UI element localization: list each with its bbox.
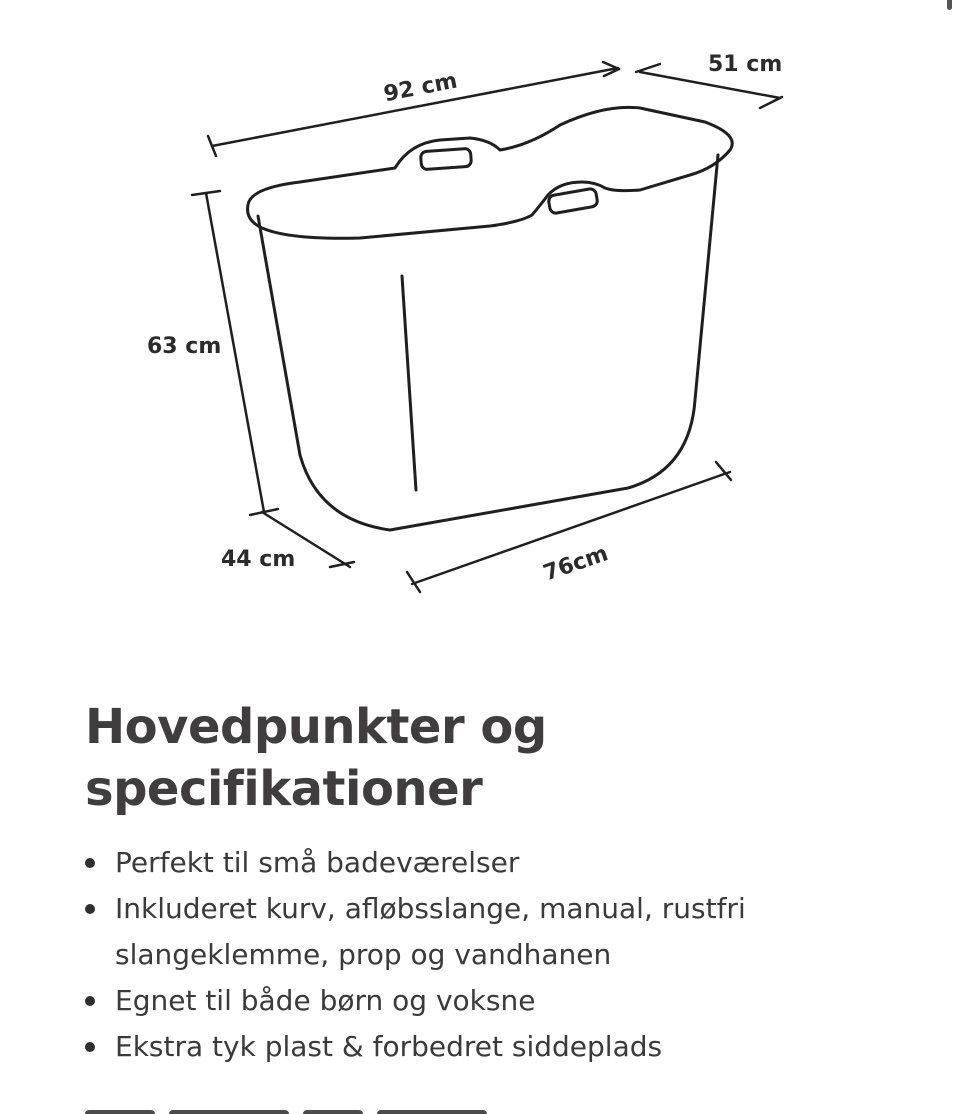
spec-list-item: Ekstra tyk plast & forbedret siddeplads	[85, 1024, 925, 1070]
spec-list-item: Egnet til både børn og voksne	[85, 978, 925, 1024]
tub-seam-line	[402, 276, 416, 490]
front-handle-icon	[420, 148, 471, 169]
spec-list-item: Inkluderet kurv, afløbsslange, manual, rustfri slangeklemme, prop og vandhanen	[85, 886, 925, 978]
spec-list-item: Perfekt til små badeværelser	[85, 840, 925, 886]
label-top-length: 92 cm	[381, 68, 460, 108]
tub-body-outline	[258, 155, 718, 530]
label-bottom-width: 44 cm	[221, 547, 296, 572]
label-height: 63 cm	[147, 334, 222, 359]
section-heading-line-2: specifikationer	[85, 761, 483, 817]
spec-list	[85, 840, 925, 1070]
label-top-width: 51 cm	[708, 52, 783, 77]
cut-off-text-line	[85, 1104, 645, 1114]
section-heading-line-1: Hovedpunkter og	[85, 699, 547, 755]
section-heading	[85, 696, 885, 820]
label-bottom-length: 76cm	[540, 541, 612, 587]
tub-rim-outline	[248, 107, 733, 238]
back-handle-icon	[548, 188, 598, 214]
